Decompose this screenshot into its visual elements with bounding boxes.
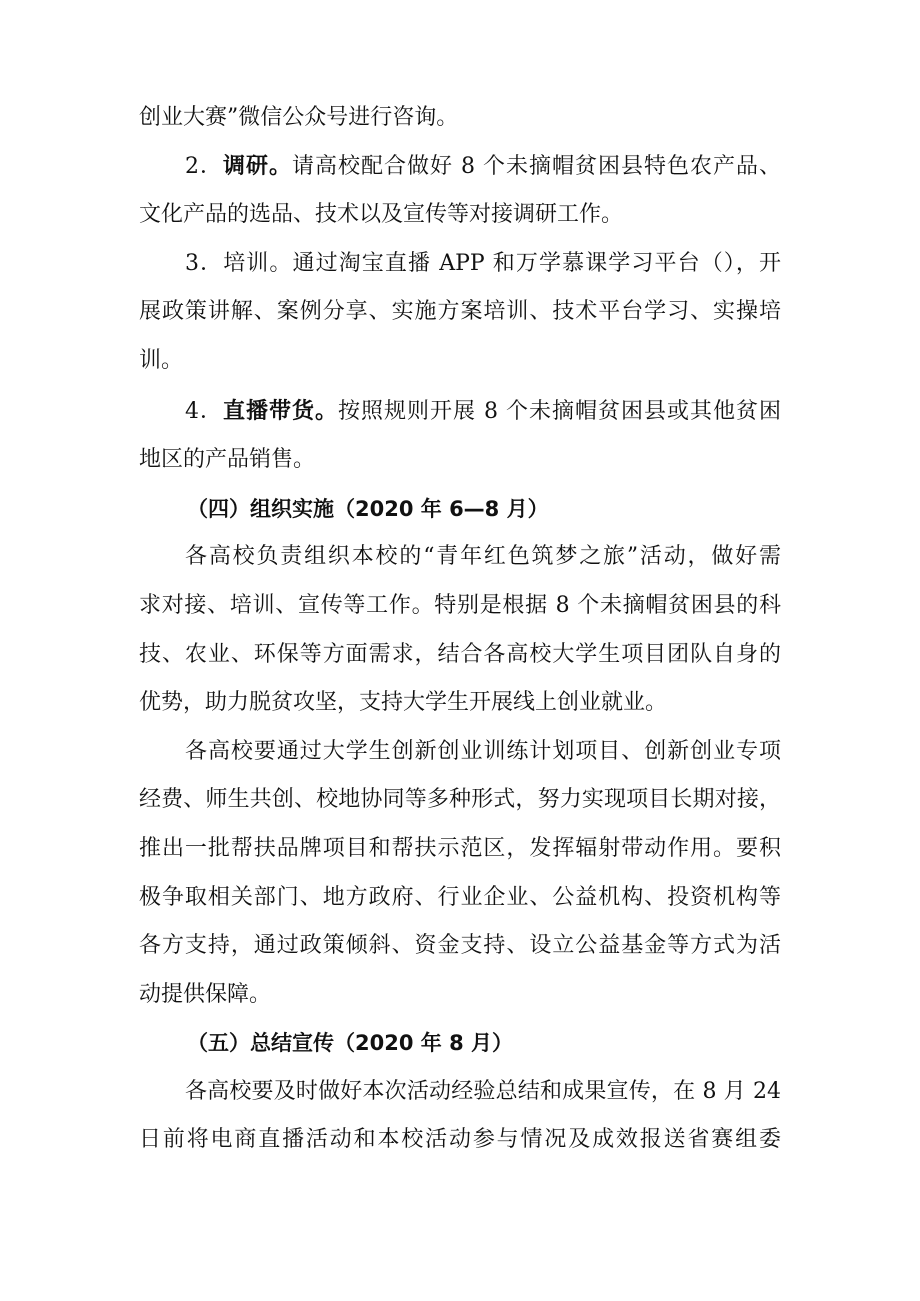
section-heading-summary: （五）总结宣传（2020 年 8 月）: [187, 1031, 513, 1056]
paragraph-line: 极争取相关部门、地方政府、行业企业、公益机构、投资机构等: [139, 884, 781, 910]
section-heading-implementation: （四）组织实施（2020 年 6—8 月）: [187, 496, 549, 521]
list-item-training: 3．培训。通过淘宝直播 APP 和万学慕课学习平台（），开: [185, 250, 781, 276]
list-item-title: 直播带货。: [223, 398, 338, 424]
paragraph-line: 优势，助力脱贫攻坚，支持大学生开展线上创业就业。: [139, 690, 668, 716]
paragraph-line: 创业大赛”微信公众号进行咨询。: [139, 105, 459, 130]
list-item-title: 调研。: [223, 153, 292, 179]
paragraph-line: 日前将电商直播活动和本校活动参与情况及成效报送省赛组委: [139, 1127, 781, 1153]
paragraph-line: 各高校负责组织本校的“青年红色筑梦之旅”活动，做好需: [185, 544, 781, 570]
paragraph-line: 推出一批帮扶品牌项目和帮扶示范区，发挥辐射带动作用。要积: [139, 835, 781, 861]
paragraph-line: 技、农业、环保等方面需求，结合各高校大学生项目团队自身的: [139, 641, 781, 667]
paragraph-line: 动提供保障。: [139, 981, 272, 1007]
list-number: 2．: [185, 153, 223, 179]
paragraph-line: 各高校要及时做好本次活动经验总结和成果宣传，在 8 月 24: [185, 1078, 781, 1104]
paragraph-line: 各方支持，通过政策倾斜、资金支持、设立公益基金等方式为活: [139, 933, 781, 959]
list-item-text: 请高校配合做好 8 个未摘帽贫困县特色农产品、: [292, 153, 781, 179]
paragraph-line: 求对接、培训、宣传等工作。特别是根据 8 个未摘帽贫困县的科: [139, 592, 781, 618]
list-number: 4．: [185, 398, 223, 424]
list-item-text: 按照规则开展 8 个未摘帽贫困县或其他贫困: [338, 398, 781, 424]
list-item-livestream: [139, 388, 781, 437]
paragraph-line: 经费、师生共创、校地协同等多种形式，努力实现项目长期对接，: [139, 787, 781, 813]
paragraph-line: 地区的产品销售。: [139, 447, 316, 473]
paragraph-line: 展政策讲解、案例分享、实施方案培训、技术平台学习、实操培: [139, 299, 781, 325]
paragraph-line: 各高校要通过大学生创新创业训练计划项目、创新创业专项: [185, 738, 781, 764]
list-item-research: [139, 143, 781, 192]
document-body: [139, 94, 781, 1165]
paragraph-line: 文化产品的选品、技术以及宣传等对接调研工作。: [139, 202, 624, 228]
paragraph-line: 训。: [139, 347, 184, 373]
